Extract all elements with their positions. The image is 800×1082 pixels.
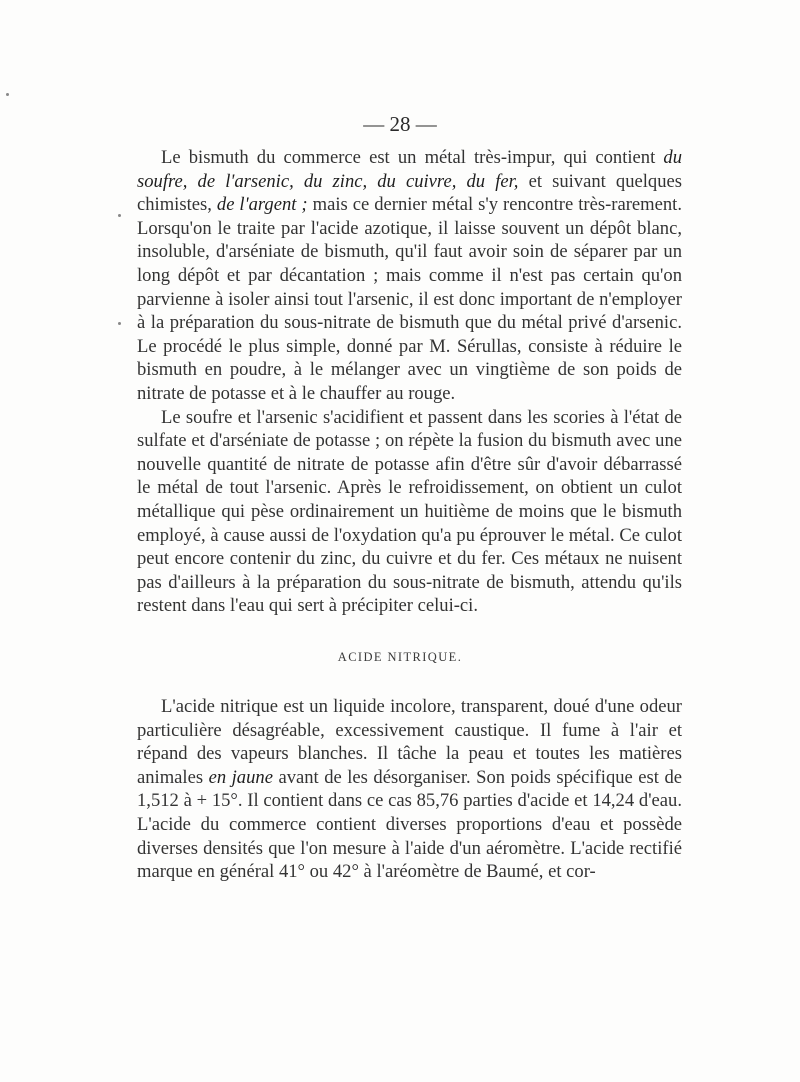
section-heading: ACIDE NITRIQUE. [337,650,463,664]
text-run: mais ce dernier métal s'y rencontre très-rarement. Lorsqu'on le traite par l'acide azotique, il laisse souvent un dépôt blanc, insoluble, d'arséniate de bismuth, qu'il faut avoir soin de séparer par un long dépôt et par décantation ; mais comme il n'est pas certain qu'on parvienne à isoler ainsi tout l'arsenic, il est donc important de n'employer à la préparation du sous-nitrate de bismuth que du métal privé d'arsenic. Le procédé le plus simple, donné par M. Sérullas, consiste à réduire le bismuth en poudre, à le mélanger avec un vingtième de son poids de nitrate de potasse et à le chauffer au rouge. [137,194,682,404]
paper-speck [118,214,121,217]
italic-run: du soufre, de l'arsenic, du zinc, du cuivre, du fer, [137,147,682,192]
text-run: avant de les désorganiser. Son poids spécifique est de 1,512 à + 15°. Il contient dans ce cas 85,76 parties d'acide et 14,24 d'eau. L'acide du commerce contient diverses proportions d'eau et possède diverses densités que l'on mesure à l'aide d'un aéromètre. L'acide rectifié marque en général 41° ou 42° à l'aréomètre de Baumé, et cor- [137,766,682,883]
italic-run: en jaune [208,766,273,788]
text-run: Le soufre et l'arsenic s'acidifient et passent dans les scories à l'état de sulfate et d'arséniate de potasse ; on répète la fusion du bismuth avec une nouvelle quantité de nitrate de potasse afin d'être sûr d'avoir débarrassé le métal de tout l'arsenic. Après le refroidissement, on obtient un culot métallique qui pèse ordinairement un huitième de moins que le bismuth employé, à cause aussi de l'oxydation qu'a pu éprouver le métal. Ce culot peut encore contenir du zinc, du cuivre et du fer. Ces métaux ne nuisent pas d'ailleurs à la préparation du sous-nitrate de bismuth, attendu qu'ils restent dans l'eau qui sert à précipiter celui-ci. [137,406,682,617]
paper-speck [6,93,9,96]
text-run: Le bismuth du commerce est un métal très-impur, qui contient [161,147,664,168]
paragraph [137,406,682,618]
text-block-bismuth [137,146,682,618]
paper-speck [118,322,121,325]
page-number: — 28 — [363,112,437,136]
text-run: et suivant quelques chimistes, [137,170,683,216]
italic-run: de l'argent ; [216,194,308,216]
text-block-acide-nitrique [137,695,682,884]
paragraph [137,146,682,406]
paragraph [137,695,682,884]
text-run: L'acide nitrique est un liquide incolore, transparent, doué d'une odeur particulière désagréable, excessivement caustique. Il fume à l'air et répand des vapeurs blanches. Il tâche la peau et toutes les matières animales [137,696,682,788]
